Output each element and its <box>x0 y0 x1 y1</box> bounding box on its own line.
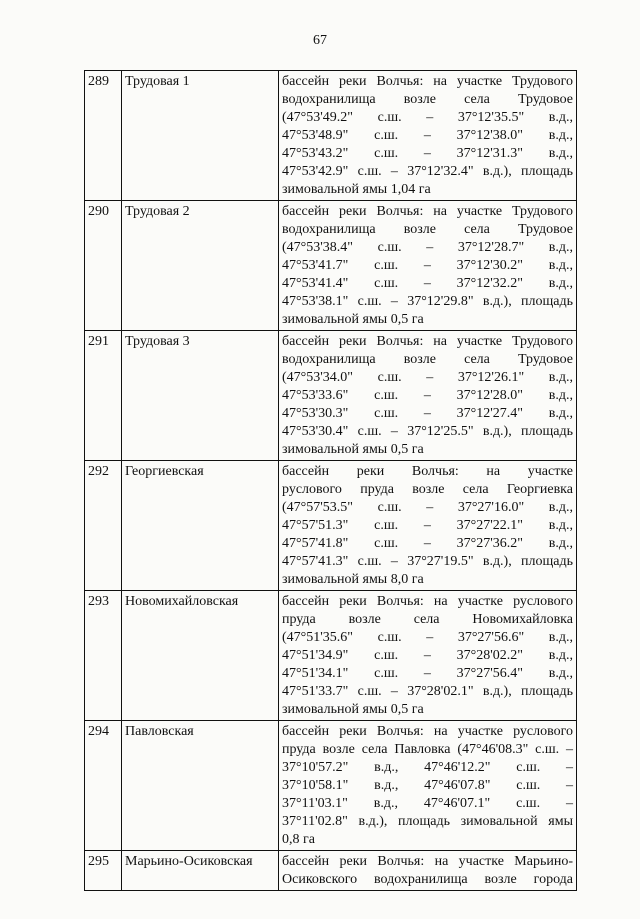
area-name: Георгиевская <box>122 461 279 591</box>
description-line: 47°53'30.4" с.ш. – 37°12'25.5" в.д.), площадь <box>282 424 573 439</box>
description-line: 47°53'48.9" с.ш. – 37°12'38.0" в.д., <box>282 128 573 143</box>
description-line: 47°53'42.9" с.ш. – 37°12'32.4" в.д.), площадь <box>282 164 573 179</box>
area-name: Павловская <box>122 721 279 851</box>
description-line: (47°53'49.2" с.ш. – 37°12'35.5" в.д., <box>282 110 573 125</box>
description-line: зимовальной ямы 0,5 га <box>282 312 424 327</box>
description-line: 47°53'41.7" с.ш. – 37°12'30.2" в.д., <box>282 258 573 273</box>
description-line: водохранилища возле села Трудовое <box>282 352 573 367</box>
row-number: 292 <box>85 461 122 591</box>
description-line: (47°51'35.6" с.ш. – 37°27'56.6" в.д., <box>282 630 573 645</box>
row-number: 291 <box>85 331 122 461</box>
description-line: (47°57'53.5" с.ш. – 37°27'16.0" в.д., <box>282 500 573 515</box>
area-description <box>279 461 577 591</box>
description-line: зимовальной ямы 1,04 га <box>282 182 431 197</box>
description-line: (47°53'38.4" с.ш. – 37°12'28.7" в.д., <box>282 240 573 255</box>
row-number: 289 <box>85 71 122 201</box>
area-name: Трудовая 1 <box>122 71 279 201</box>
table-row <box>85 851 577 891</box>
description-line: пруда возле села Новомихайловка <box>282 612 573 627</box>
area-description <box>279 851 577 891</box>
description-line: 47°53'30.3" с.ш. – 37°12'27.4" в.д., <box>282 406 573 421</box>
description-line: Осиковского водохранилища возле города <box>282 872 573 887</box>
description-line: 37°10'57.2" в.д., 47°46'12.2" с.ш. – <box>282 760 573 775</box>
table-row <box>85 201 577 331</box>
table-row <box>85 331 577 461</box>
row-number: 293 <box>85 591 122 721</box>
description-line: 47°51'34.1" с.ш. – 37°27'56.4" в.д., <box>282 666 573 681</box>
description-line: бассейн реки Волчья: на участке Трудового <box>282 74 573 89</box>
description-line: 47°57'41.8" с.ш. – 37°27'36.2" в.д., <box>282 536 573 551</box>
description-line: 47°53'33.6" с.ш. – 37°12'28.0" в.д., <box>282 388 573 403</box>
description-line: бассейн реки Волчья: на участке <box>282 464 573 479</box>
area-name: Трудовая 3 <box>122 331 279 461</box>
area-description <box>279 201 577 331</box>
table-row <box>85 591 577 721</box>
description-line: зимовальной ямы 0,5 га <box>282 702 424 717</box>
area-name: Марьино-Осиковская <box>122 851 279 891</box>
description-line: 47°51'33.7" с.ш. – 37°28'02.1" в.д.), площадь <box>282 684 573 699</box>
description-line: 47°53'43.2" с.ш. – 37°12'31.3" в.д., <box>282 146 573 161</box>
row-number: 290 <box>85 201 122 331</box>
row-number: 295 <box>85 851 122 891</box>
row-number: 294 <box>85 721 122 851</box>
description-line: руслового пруда возле села Георгиевка <box>282 482 573 497</box>
reservoir-table <box>84 70 577 891</box>
description-line: 47°57'41.3" с.ш. – 37°27'19.5" в.д.), площадь <box>282 554 573 569</box>
page-number: 67 <box>313 33 327 48</box>
description-line: зимовальной ямы 0,5 га <box>282 442 424 457</box>
description-line: 0,8 га <box>282 832 315 847</box>
table-row <box>85 721 577 851</box>
description-line: бассейн реки Волчья: на участке Трудового <box>282 334 573 349</box>
description-line: 37°11'03.1" в.д., 47°46'07.1" с.ш. – <box>282 796 573 811</box>
description-line: (47°53'34.0" с.ш. – 37°12'26.1" в.д., <box>282 370 573 385</box>
description-line: 47°51'34.9" с.ш. – 37°28'02.2" в.д., <box>282 648 573 663</box>
area-description <box>279 721 577 851</box>
area-description <box>279 331 577 461</box>
description-line: водохранилища возле села Трудовое <box>282 222 573 237</box>
description-line: 47°53'41.4" с.ш. – 37°12'32.2" в.д., <box>282 276 573 291</box>
area-description <box>279 71 577 201</box>
description-line: 47°57'51.3" с.ш. – 37°27'22.1" в.д., <box>282 518 573 533</box>
description-line: бассейн реки Волчья: на участке Марьино- <box>282 854 573 869</box>
table-row <box>85 71 577 201</box>
description-line: 37°11'02.8" в.д.), площадь зимовальной ямы <box>282 814 573 829</box>
area-name: Новомихайловская <box>122 591 279 721</box>
description-line: бассейн реки Волчья: на участке руслового <box>282 594 573 609</box>
description-line: 37°10'58.1" в.д., 47°46'07.8" с.ш. – <box>282 778 573 793</box>
description-line: бассейн реки Волчья: на участке Трудового <box>282 204 573 219</box>
description-line: водохранилища возле села Трудовое <box>282 92 573 107</box>
description-line: зимовальной ямы 8,0 га <box>282 572 424 587</box>
description-line: 47°53'38.1" с.ш. – 37°12'29.8" в.д.), площадь <box>282 294 573 309</box>
table-row <box>85 461 577 591</box>
area-description <box>279 591 577 721</box>
area-name: Трудовая 2 <box>122 201 279 331</box>
description-line: бассейн реки Волчья: на участке руслового <box>282 724 573 739</box>
table-body <box>85 71 577 891</box>
description-line: пруда возле села Павловка (47°46'08.3" с.ш. – <box>282 742 573 757</box>
